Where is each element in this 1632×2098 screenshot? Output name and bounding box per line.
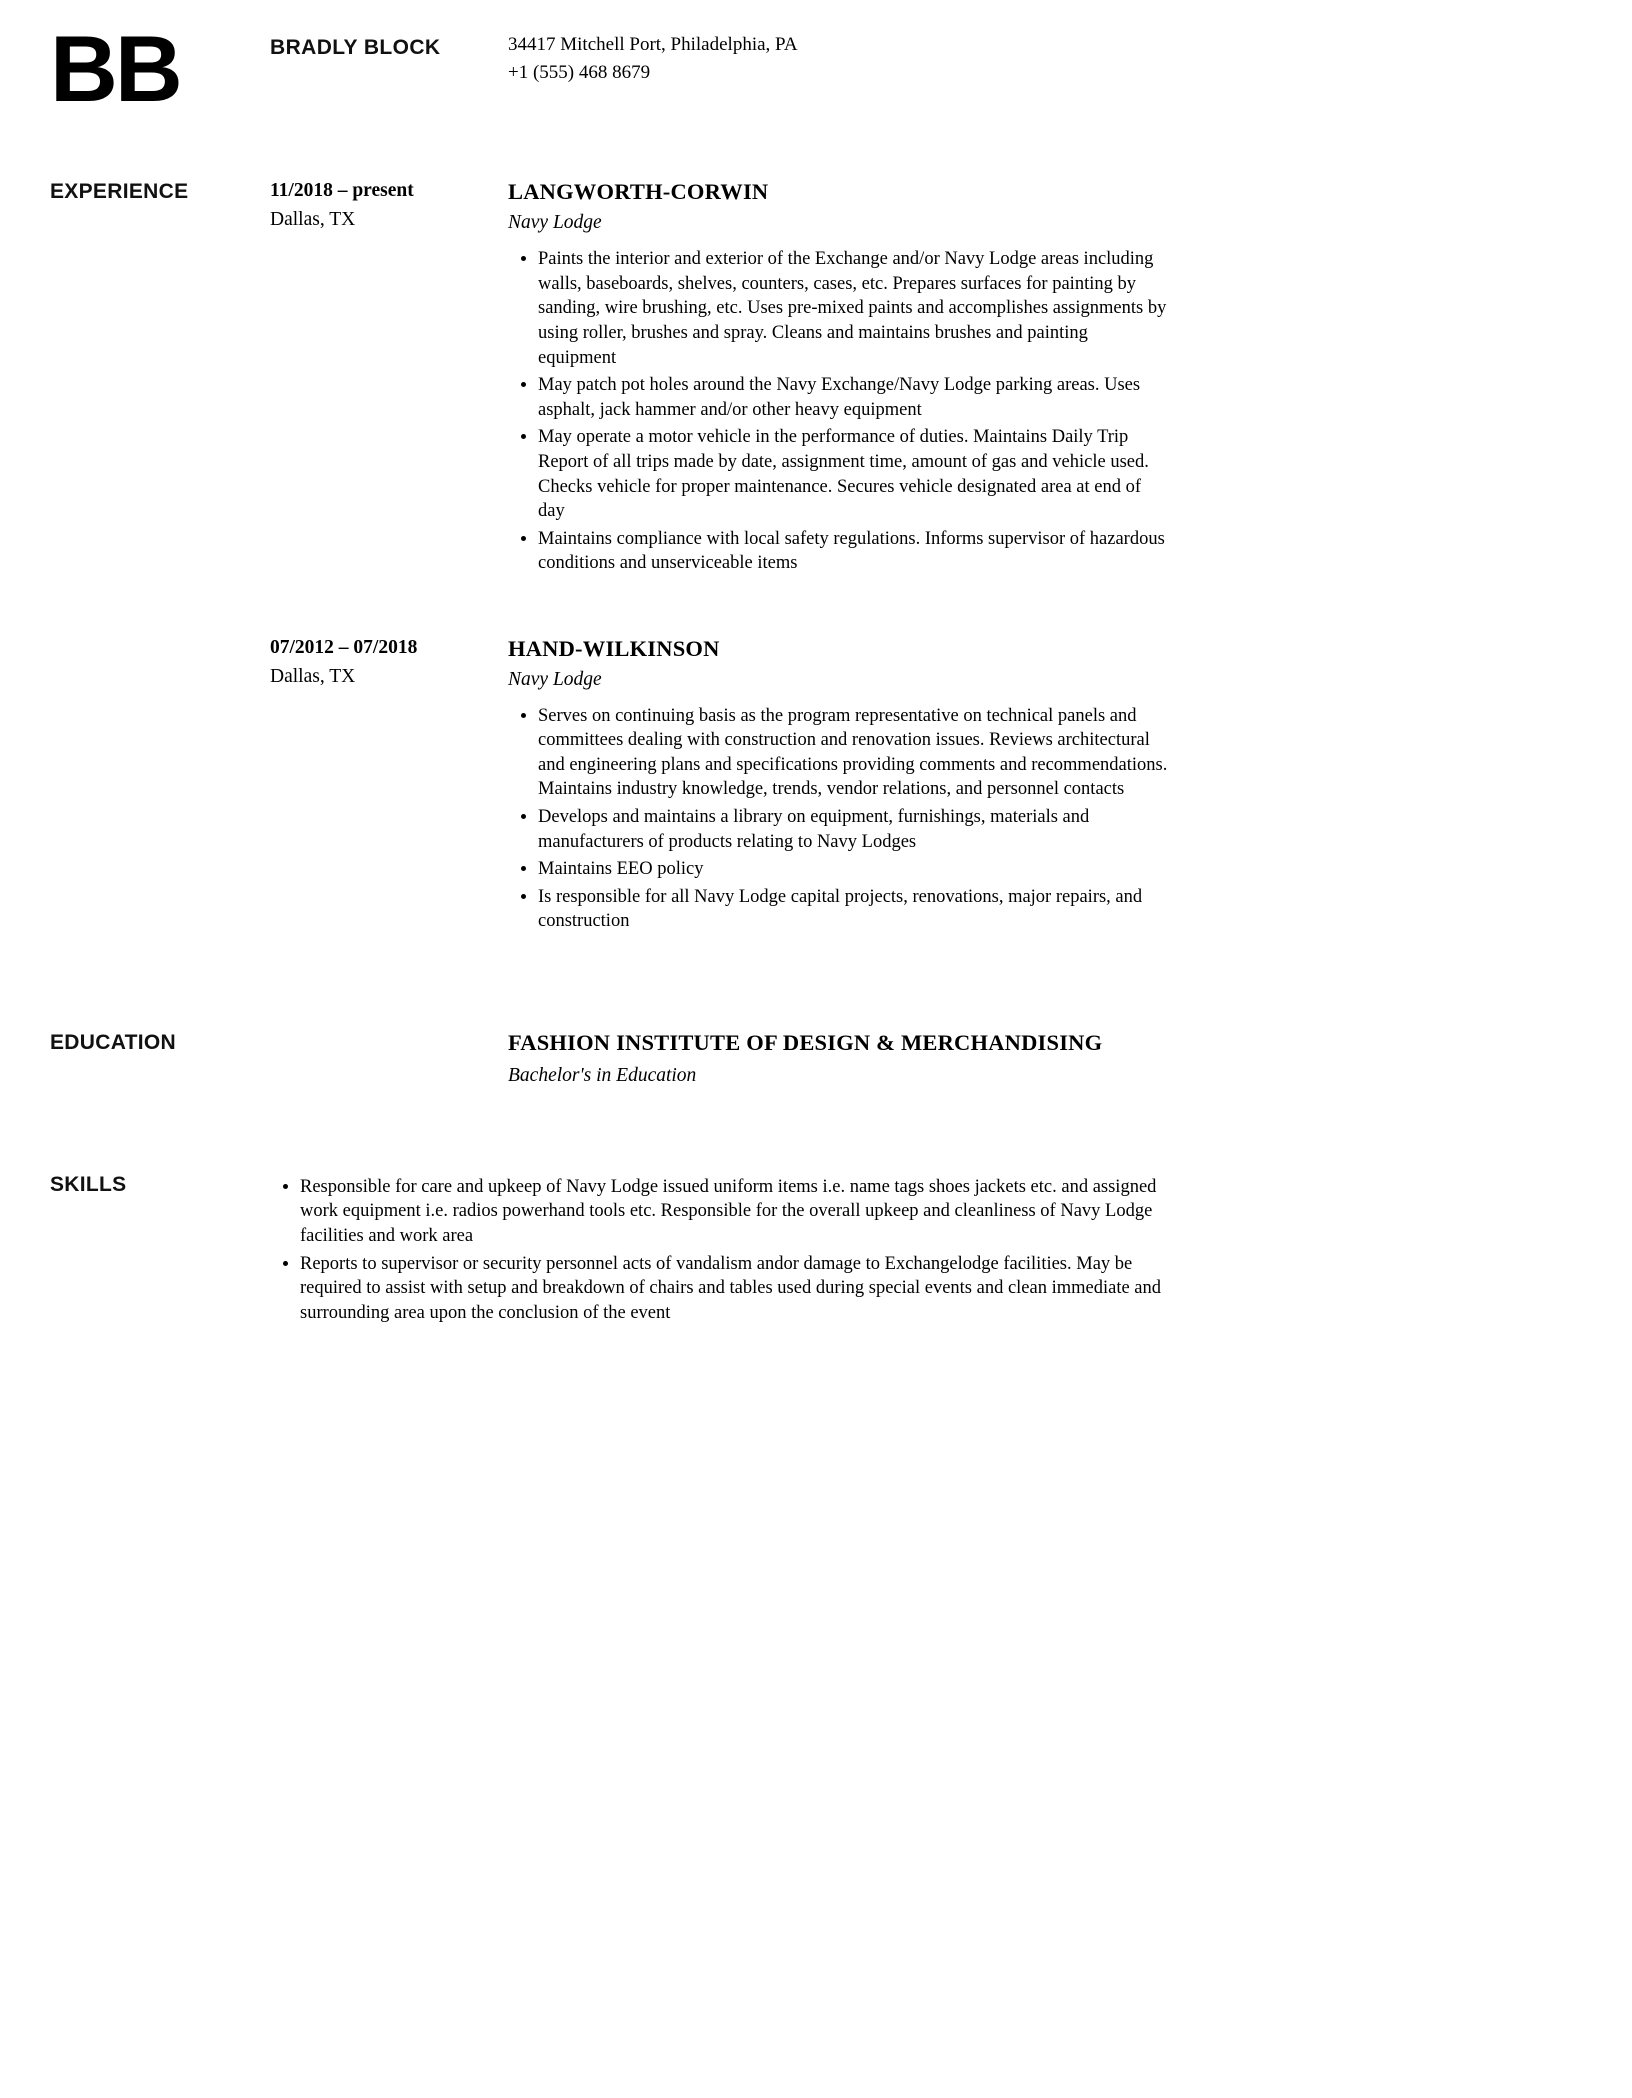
job1-bullet: • Maintains compliance with local safety regulations. Informs supervisor of hazardous conditions and unserviceable items <box>538 527 1170 576</box>
experience-entry-2 <box>50 637 1572 937</box>
job2-title: Navy Lodge <box>508 668 602 690</box>
job1-bullet: • May patch pot holes around the Navy Exchange/Navy Lodge parking areas. Uses asphalt, jack hammer and/or other heavy equipment <box>538 373 1170 422</box>
education-detail-column <box>508 1031 1170 1087</box>
contact-block <box>508 26 1170 86</box>
section-skills <box>50 1173 1572 1329</box>
job2-dates: 07/2012 – 07/2018 <box>270 636 418 658</box>
contact-address: 34417 Mitchell Port, Philadelphia, PA <box>508 34 798 55</box>
job1-dates: 11/2018 – present <box>270 180 414 202</box>
header-name-column <box>270 26 508 60</box>
education-degree: Bachelor's in Education <box>508 1064 697 1086</box>
education-school: FASHION INSTITUTE OF DESIGN & MERCHANDISING <box>508 1030 1103 1056</box>
skills-label-column <box>50 1173 270 1197</box>
job2-meta-column <box>270 637 508 688</box>
skills-bullet: • Responsible for care and upkeep of Navy Lodge issued uniform items i.e. name tags shoes jackets etc. and assigned work equipment i.e. radios powerhand tools etc. Responsible for the overall upkeep and cleanliness of Navy Lodge facilities and work area <box>300 1175 1170 1249</box>
job2-bullet: • Maintains EEO policy <box>538 857 1170 882</box>
job1-meta-column <box>270 180 508 231</box>
job1-bullet: • Paints the interior and exterior of the Exchange and/or Navy Lodge areas including walls, baseboards, shelves, counters, cases, etc. Prepares surfaces for painting by sanding, wire brushing, etc. Uses pre-mixed paints and accomplishes assignments by using roller, brushes and spray. Cleans and maintains brushes and painting equipment <box>538 247 1170 370</box>
job2-bullet: • Develops and maintains a library on equipment, furnishings, materials and manufacturers of products relating to Navy Lodges <box>538 805 1170 854</box>
job2-bullet: • Is responsible for all Navy Lodge capital projects, renovations, major repairs, and construction <box>538 885 1170 934</box>
resume-header <box>50 16 1572 121</box>
job2-detail-column <box>508 637 1170 937</box>
header-contact-column <box>508 26 1170 86</box>
section-label-experience: EXPERIENCE <box>50 180 189 204</box>
monogram: BB <box>50 16 180 121</box>
job1-location: Dallas, TX <box>270 209 356 231</box>
person-name: BRADLY BLOCK <box>270 36 441 59</box>
header-initials-column <box>50 16 270 121</box>
job1-bullet-list <box>508 247 1170 576</box>
skills-detail-column <box>270 1173 1170 1329</box>
job1-bullet: • May operate a motor vehicle in the performance of duties. Maintains Daily Trip Report of all trips made by date, assignment time, amount of gas and vehicle used. Checks vehicle for proper maintenance. Secures vehicle designated area at end of day <box>538 425 1170 523</box>
job1-company: LANGWORTH-CORWIN <box>508 179 769 205</box>
section-label-education: EDUCATION <box>50 1031 176 1055</box>
job1-title: Navy Lodge <box>508 212 602 234</box>
section-education <box>50 1031 1572 1087</box>
experience-label-column <box>50 180 270 204</box>
job1-detail-column <box>508 180 1170 578</box>
contact-phone: +1 (555) 468 8679 <box>508 61 651 83</box>
job2-bullet: • Serves on continuing basis as the program representative on technical panels and committees dealing with construction and renovation issues. Reviews architectural and engineering plans and specifications providing comments and recommendations. Maintains industry knowledge, trends, vendor relations, and personnel contacts <box>538 704 1170 802</box>
job2-location: Dallas, TX <box>270 665 356 687</box>
education-label-column <box>50 1031 270 1055</box>
job2-bullet-list <box>508 704 1170 934</box>
skills-bullet: • Reports to supervisor or security personnel acts of vandalism andor damage to Exchangelodge facilities. May be required to assist with setup and breakdown of chairs and tables used during special events and clean immediate and surrounding area upon the conclusion of the event <box>300 1252 1170 1326</box>
skills-bullet-list <box>270 1175 1170 1326</box>
section-label-skills: SKILLS <box>50 1172 127 1196</box>
job2-company: HAND-WILKINSON <box>508 635 720 661</box>
section-experience <box>50 180 1572 578</box>
